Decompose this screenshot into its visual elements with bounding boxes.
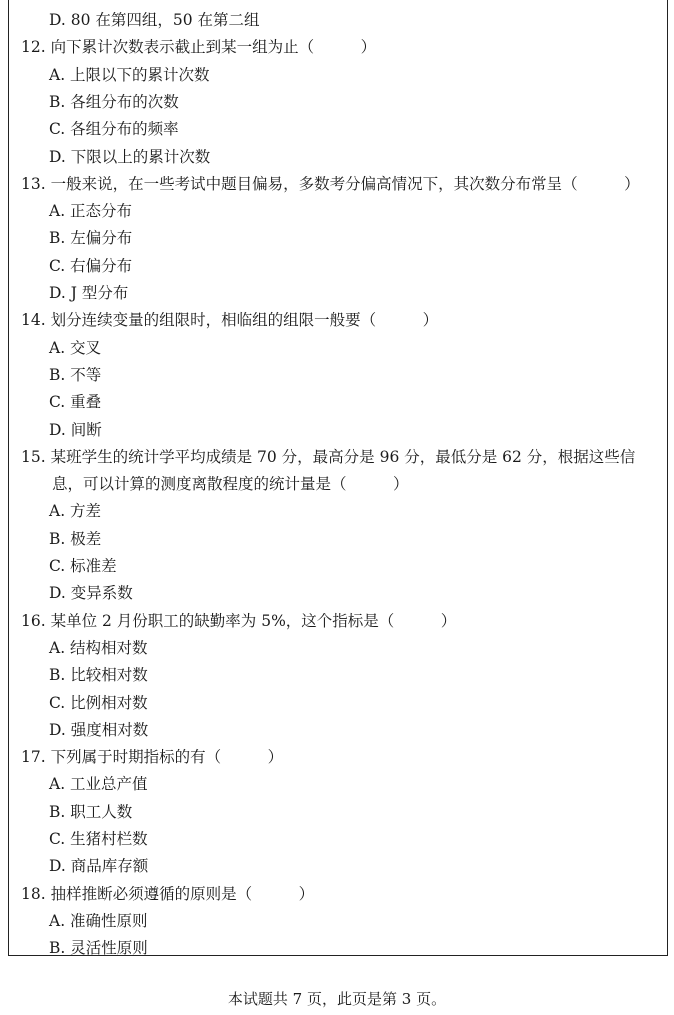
page-footer: 本试题共 7 页，此页是第 3 页。 [227,990,447,1008]
option-12b: B. 各组分布的次数 [49,92,179,111]
option-17c: C. 生猪村栏数 [49,830,148,848]
option-18a: A. 准确性原则 [49,911,148,930]
option-13a: A. 正态分布 [49,202,133,221]
option-12c: C. 各组分布的频率 [49,120,179,139]
option-16b: B. 比较相对数 [49,666,148,685]
option-14c: C. 重叠 [49,393,102,412]
question-17: 17. 下列属于时期指标的有（ ） [21,748,284,767]
option-16a: A. 结构相对数 [49,638,148,657]
question-18: 18. 抽样推断必须遵循的原则是（ ） [21,884,315,903]
option-13b: B. 左偏分布 [49,229,133,248]
option-13c: C. 右偏分布 [49,256,133,275]
question-13: 13. 一般来说，在一些考试中题目偏易，多数考分偏高情况下，其次数分布常呈（ ） [21,174,640,193]
option-15a: A. 方差 [49,502,102,521]
option-15b: B. 极差 [49,529,102,548]
option-17d: D. 商品库存额 [49,857,149,876]
option-14d: D. 间断 [49,420,102,439]
question-15: 15. 某班学生的统计学平均成绩是 70 分，最高分是 96 分，最低分是 62 分，根据这些信 [21,447,636,466]
option-14a: A. 交叉 [49,338,102,357]
option-16c: C. 比例相对数 [49,693,148,712]
question-16: 16. 某单位 2 月份职工的缺勤率为 5%，这个指标是（ ） [21,611,457,630]
option-12a: A. 上限以下的累计次数 [49,65,210,84]
question-12: 12. 向下累计次数表示截止到某一组为止（ ） [21,38,377,57]
option-12d: D. 下限以上的累计次数 [49,147,211,166]
option-15d: D. 变异系数 [49,584,133,603]
option-18b: B. 灵活性原则 [49,939,148,958]
option-17a: A. 工业总产值 [49,775,148,794]
option-16d: D. 强度相对数 [49,720,149,739]
option-14b: B. 不等 [49,365,102,384]
question-15-continuation: 息，可以计算的测度离散程度的统计量是（ ） [52,475,409,494]
question-14: 14. 划分连续变量的组限时，相临组的组限一般要（ ） [21,311,439,330]
option-17b: B. 职工人数 [49,802,133,821]
option-15c: C. 标准差 [49,557,117,575]
exam-page-frame [8,0,668,956]
option-13d: D. J 型分布 [49,284,129,302]
option-11d: D. 80 在第四组，50 在第二组 [49,11,260,29]
